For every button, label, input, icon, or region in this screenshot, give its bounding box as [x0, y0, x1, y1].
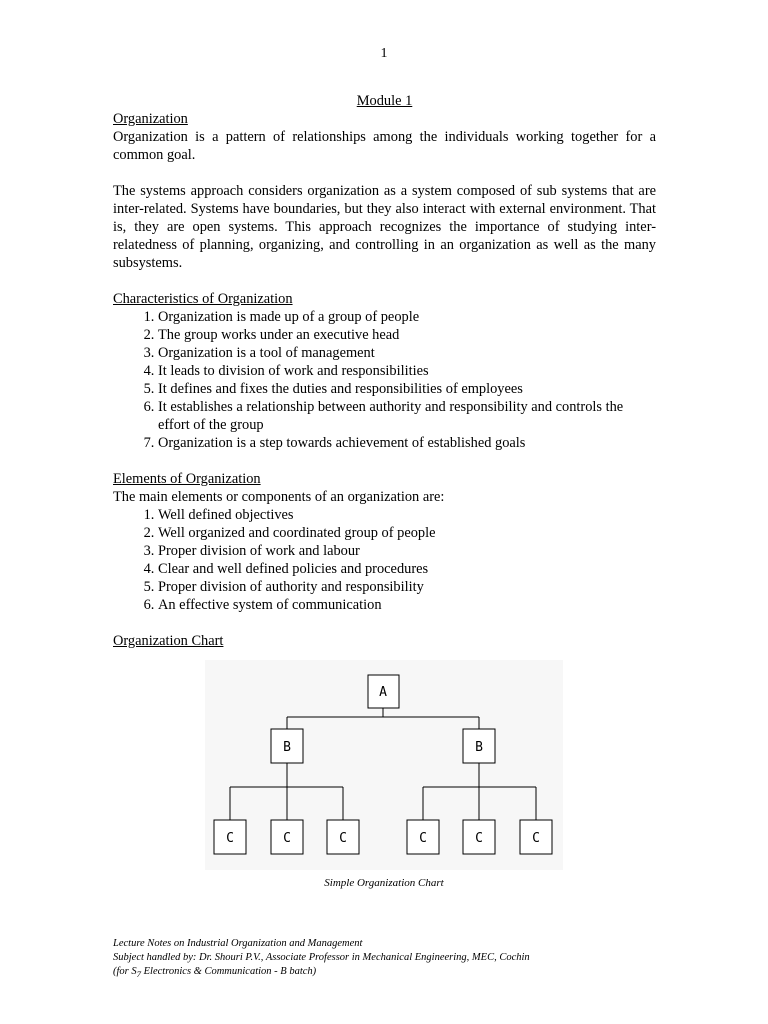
node-label: C: [226, 831, 234, 846]
list-item: 3. Proper division of work and labour: [158, 542, 656, 560]
page-number: 1: [380, 46, 388, 61]
elements-intro: The main elements or components of an organization are:: [113, 489, 445, 505]
node-label: C: [283, 831, 291, 846]
footer-line-3: (for $S_7$ Electronics & Communication - B batch): [113, 966, 317, 980]
list-item: 2. Well organized and coordinated group of people: [158, 524, 656, 542]
list-item: 6. It establishes a relationship between authority and responsibility and controls the effort of the group: [158, 398, 656, 434]
node-label: C: [532, 831, 540, 846]
list-item: 3. Organization is a tool of management: [158, 344, 656, 362]
footer-line-1: Lecture Notes on Industrial Organization and Management: [113, 938, 363, 949]
node-label: B: [283, 740, 291, 755]
list-item: 1. Organization is made up of a group of people: [158, 308, 656, 326]
content: [113, 92, 656, 650]
list-item: 5. Proper division of authority and responsibility: [158, 578, 656, 596]
organization-definition: Organization is a pattern of relationships among the individuals working together for a common goal.: [113, 129, 656, 163]
characteristics-list: [113, 308, 656, 452]
systems-approach-paragraph: The systems approach considers organization as a system composed of sub systems that are inter-related. Systems have boundaries, but they also interact with external environment. That is, they are open systems. This approach recognizes the importance of studying inter-relatedness of planning, organizing, and controlling in an organization as well as the many subsystems.: [113, 183, 656, 271]
module-title: Module 1: [356, 93, 413, 109]
organization-heading: Organization: [113, 111, 188, 127]
node-label: C: [475, 831, 483, 846]
list-item: 4. It leads to division of work and responsibilities: [158, 362, 656, 380]
org-chart-heading: Organization Chart: [113, 633, 224, 649]
list-item: 7. Organization is a step towards achievement of established goals: [158, 434, 656, 452]
page-footer: [113, 937, 530, 981]
list-item: 4. Clear and well defined policies and procedures: [158, 560, 656, 578]
characteristics-heading: Characteristics of Organization: [113, 291, 293, 307]
organization-chart: [205, 660, 563, 870]
node-label: C: [339, 831, 347, 846]
footer-line-2: Subject handled by: Dr. Shouri P.V., Associate Professor in Mechanical Engineering, MEC, Cochin: [113, 952, 530, 963]
list-item: 1. Well defined objectives: [158, 506, 656, 524]
list-item: 2. The group works under an executive head: [158, 326, 656, 344]
node-label: C: [419, 831, 427, 846]
list-item: 6. An effective system of communication: [158, 596, 656, 614]
chart-caption: Simple Organization Chart: [324, 877, 444, 889]
list-item: 5. It defines and fixes the duties and responsibilities of employees: [158, 380, 656, 398]
elements-list: [113, 506, 656, 614]
node-label: B: [475, 740, 483, 755]
elements-heading: Elements of Organization: [113, 471, 261, 487]
org-chart-diagram: [205, 660, 563, 870]
node-label: A: [379, 685, 387, 700]
